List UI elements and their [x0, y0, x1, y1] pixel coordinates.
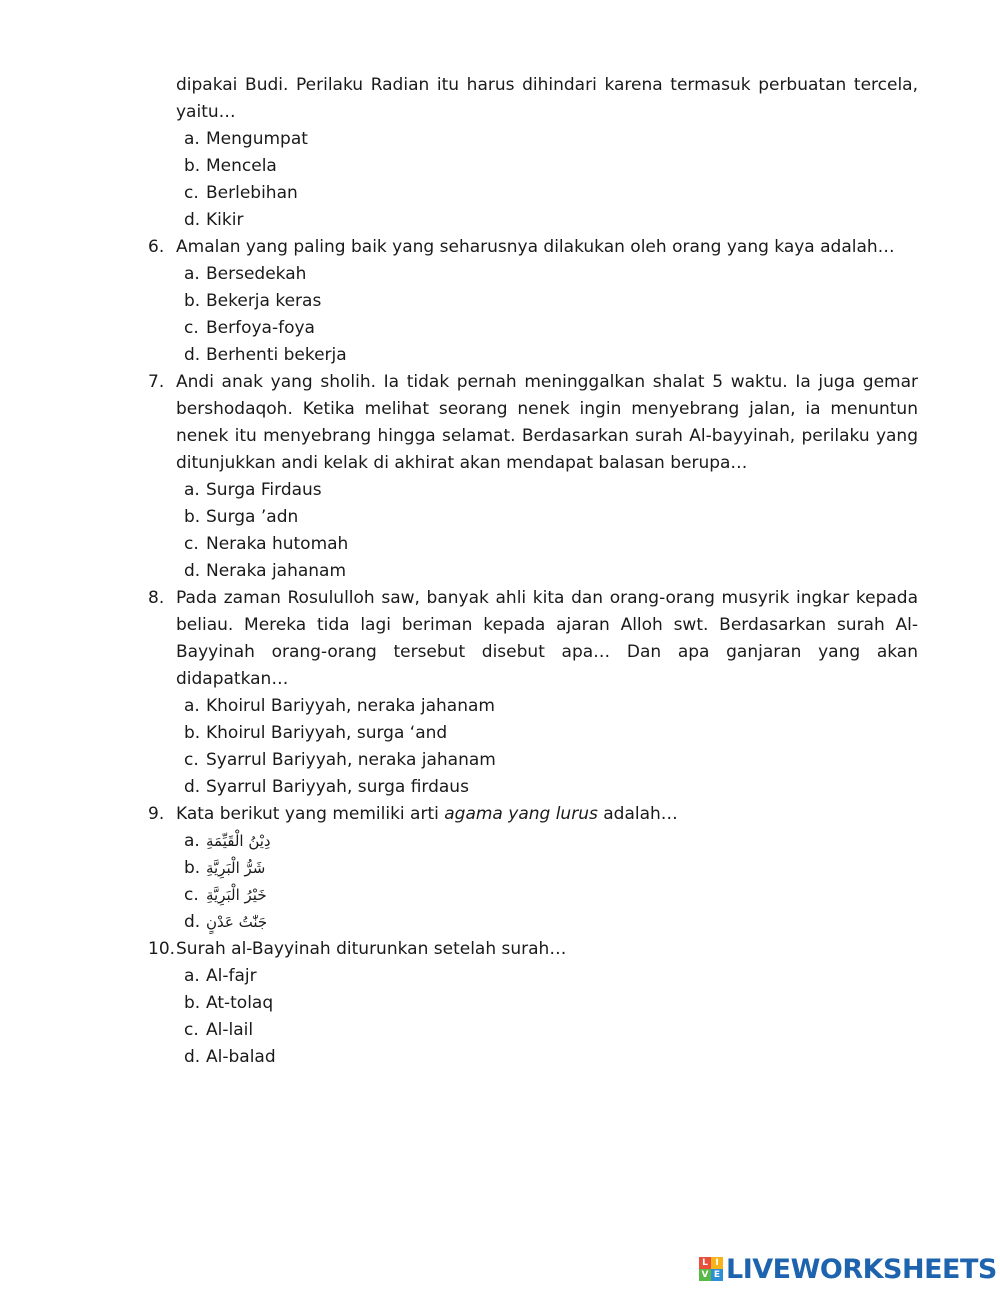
- liveworksheets-logo-icon: [699, 1257, 723, 1281]
- option-a: [184, 693, 918, 720]
- question-9: [148, 801, 918, 936]
- question-text-before: Kata berikut yang memiliki arti: [176, 804, 445, 824]
- option-letter: b.: [184, 507, 201, 527]
- logo-letter-v: V: [699, 1269, 711, 1281]
- option-letter: d.: [184, 345, 201, 365]
- option-text: Kikir: [206, 210, 244, 230]
- option-text: Bersedekah: [206, 264, 307, 284]
- question-options: [176, 477, 918, 585]
- option-d: [184, 207, 918, 234]
- option-letter: b.: [184, 723, 201, 743]
- option-text: Bekerja keras: [206, 291, 322, 311]
- option-text: Khoirul Bariyyah, neraka jahanam: [206, 696, 495, 716]
- intro-options: [176, 126, 918, 234]
- intro-continuation: [148, 72, 918, 234]
- option-b: [184, 504, 918, 531]
- question-number: 9.: [148, 804, 165, 824]
- question-6: [148, 234, 918, 369]
- option-text: Berfoya-foya: [206, 318, 315, 338]
- question-text-after: adalah…: [597, 804, 678, 824]
- option-text: Neraka hutomah: [206, 534, 349, 554]
- option-arabic-text: دِيْنُ الْقَيِّمَةِ: [206, 832, 271, 850]
- option-a: [184, 126, 918, 153]
- question-text: Andi anak yang sholih. Ia tidak pernah meninggalkan shalat 5 waktu. Ia juga gemar bershodaqoh. Ketika melihat seorang nenek ingin menyebrang jalan, ia menuntun nenek itu menyebrang hingga selamat. Berdasarkan surah Al-bayyinah, perilaku yang ditunjukkan andi kelak di akhirat akan mendapat balasan berupa…: [176, 372, 918, 473]
- option-text: Berhenti bekerja: [206, 345, 347, 365]
- question-number: 7.: [148, 372, 165, 392]
- option-letter: d.: [184, 561, 201, 581]
- question-8: [148, 585, 918, 801]
- option-letter: d.: [184, 1047, 201, 1067]
- option-letter: a.: [184, 264, 200, 284]
- option-letter: c.: [184, 750, 199, 770]
- option-a: [184, 477, 918, 504]
- option-arabic-text: شَرُّ الْبَرِيَّةِ: [206, 859, 266, 877]
- option-text: Mencela: [206, 156, 277, 176]
- intro-text: dipakai Budi. Perilaku Radian itu harus dihindari karena termasuk perbuatan tercela, yaitu…: [176, 75, 918, 122]
- option-d: [184, 558, 918, 585]
- question-options: [176, 261, 918, 369]
- option-letter: a.: [184, 831, 200, 851]
- option-c: [184, 531, 918, 558]
- option-letter: b.: [184, 858, 201, 878]
- option-letter: a.: [184, 966, 200, 986]
- option-a: [184, 261, 918, 288]
- option-text: Khoirul Bariyyah, surga ‘and: [206, 723, 448, 743]
- worksheet-page: [148, 72, 918, 1071]
- option-text: At-tolaq: [206, 993, 274, 1013]
- option-b: [184, 153, 918, 180]
- option-text: Surga Firdaus: [206, 480, 322, 500]
- question-text: Surah al-Bayyinah diturunkan setelah surah…: [176, 939, 567, 959]
- option-letter: c.: [184, 534, 199, 554]
- logo-letter-e: E: [711, 1269, 723, 1281]
- option-letter: b.: [184, 993, 201, 1013]
- option-c: [184, 180, 918, 207]
- option-arabic-text: خَيْرُ الْبَرِيَّةِ: [206, 886, 267, 904]
- option-letter: a.: [184, 129, 200, 149]
- option-a: [184, 963, 918, 990]
- question-options: [176, 828, 918, 936]
- question-number: 6.: [148, 237, 165, 257]
- option-text: Mengumpat: [206, 129, 308, 149]
- option-text: Syarrul Bariyyah, neraka jahanam: [206, 750, 496, 770]
- logo-letter-i: I: [711, 1257, 723, 1269]
- question-options: [176, 963, 918, 1071]
- option-letter: c.: [184, 183, 199, 203]
- option-text: Syarrul Bariyyah, surga firdaus: [206, 777, 469, 797]
- option-c: [184, 882, 918, 909]
- option-letter: d.: [184, 210, 201, 230]
- option-a: [184, 828, 918, 855]
- option-b: [184, 720, 918, 747]
- option-c: [184, 747, 918, 774]
- option-d: [184, 909, 918, 936]
- option-d: [184, 1044, 918, 1071]
- question-10: [148, 936, 918, 1071]
- option-letter: b.: [184, 291, 201, 311]
- question-text: Amalan yang paling baik yang seharusnya dilakukan oleh orang yang kaya adalah…: [176, 237, 895, 257]
- option-text: Surga ’adn: [206, 507, 299, 527]
- option-letter: b.: [184, 156, 201, 176]
- question-text: Pada zaman Rosululloh saw, banyak ahli kita dan orang-orang musyrik ingkar kepada beliau. Mereka tida lagi beriman kepada ajaran Alloh swt. Berdasarkan surah Al-Bayyinah orang-orang tersebut disebut apa… Dan apa ganjaran yang akan didapatkan…: [176, 588, 918, 689]
- option-letter: c.: [184, 318, 199, 338]
- option-c: [184, 315, 918, 342]
- option-letter: d.: [184, 912, 201, 932]
- option-b: [184, 855, 918, 882]
- brand-name: LIVEWORKSHEETS: [726, 1253, 997, 1285]
- option-letter: c.: [184, 885, 199, 905]
- option-text: Al-lail: [206, 1020, 254, 1040]
- option-b: [184, 288, 918, 315]
- question-number: 8.: [148, 588, 165, 608]
- option-text: Al-fajr: [206, 966, 257, 986]
- option-b: [184, 990, 918, 1017]
- question-text: [176, 801, 918, 828]
- option-letter: c.: [184, 1020, 199, 1040]
- option-letter: d.: [184, 777, 201, 797]
- option-d: [184, 342, 918, 369]
- question-text-italic: agama yang lurus: [444, 804, 598, 824]
- option-arabic-text: جَنّٰتُ عَدْنٍ: [206, 913, 268, 931]
- option-c: [184, 1017, 918, 1044]
- option-text: Neraka jahanam: [206, 561, 347, 581]
- logo-letter-l: L: [699, 1257, 711, 1269]
- question-number: 10.: [148, 939, 176, 959]
- option-text: Berlebihan: [206, 183, 298, 203]
- question-7: [148, 369, 918, 585]
- option-d: [184, 774, 918, 801]
- question-options: [176, 693, 918, 801]
- option-letter: a.: [184, 696, 200, 716]
- option-letter: a.: [184, 480, 200, 500]
- option-text: Al-balad: [206, 1047, 276, 1067]
- liveworksheets-brand[interactable]: [699, 1255, 997, 1283]
